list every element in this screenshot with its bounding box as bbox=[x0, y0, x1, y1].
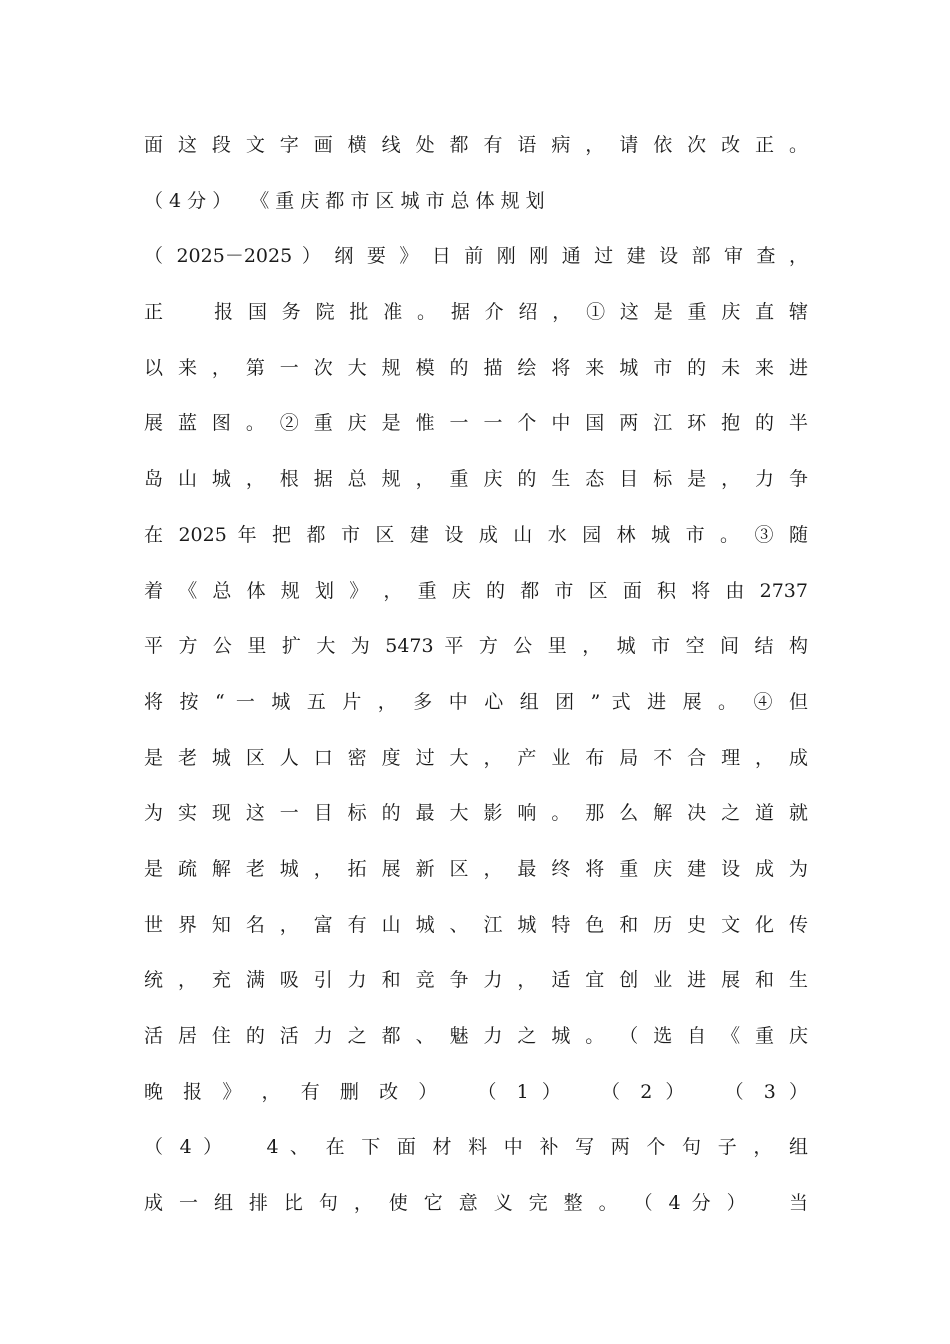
text-line: 面 这 段 文 字 画 横 线 处 都 有 语 病 ， 请 依 次 改 正 。 bbox=[144, 134, 808, 156]
text-line: 是 疏 解 老 城 ， 拓 展 新 区 ， 最 终 将 重 庆 建 设 成 为 bbox=[144, 857, 808, 880]
text-line: 活 居 住 的 活 力 之 都 、 魅 力 之 城 。 （ 选 自 《 重 庆 bbox=[144, 1025, 808, 1047]
text-line: 成 一 组 排 比 句 ， 使 它 意 义 完 整 。 （ 4 分 ） 当 bbox=[144, 1192, 808, 1215]
text-line: 世 界 知 名 ， 富 有 山 城 、 江 城 特 色 和 历 史 文 化 传 bbox=[144, 913, 808, 936]
text-line: 正 报 国 务 院 批 准 。 据 介 绍 ， ① 这 是 重 庆 直 辖 bbox=[144, 301, 808, 324]
text-line: 将 按 “ 一 城 五 片 ， 多 中 心 组 团 ” 式 进 展 。 ④ 但 bbox=[144, 690, 808, 713]
text-line: （ 4 分 ） 《 重 庆 都 市 区 城 市 总 体 规 划 bbox=[144, 189, 545, 212]
text-line: 是 老 城 区 人 口 密 度 过 大 ， 产 业 布 局 不 合 理 ， 成 bbox=[144, 746, 808, 769]
text-line: 晚 报 》 ， 有 删 改 ） （ 1 ） （ 2 ） （ 3 ） bbox=[144, 1080, 808, 1103]
text-line: 以 来 ， 第 一 次 大 规 模 的 描 绘 将 来 城 市 的 未 来 进 bbox=[144, 356, 808, 379]
text-line: 平 方 公 里 扩 大 为 5473 平 方 公 里 ， 城 市 空 间 结 构 bbox=[144, 635, 808, 658]
text-line: 着 《 总 体 规 划 》 ， 重 庆 的 都 市 区 面 积 将 由 2737 bbox=[144, 579, 808, 602]
text-line: 统 ， 充 满 吸 引 力 和 竞 争 力 ， 适 宜 创 业 进 展 和 生 bbox=[144, 969, 808, 992]
text-line: 为 实 现 这 一 目 标 的 最 大 影 响 。 那 么 解 决 之 道 就 bbox=[144, 802, 808, 825]
text-line: （ 2025－2025 ） 纲 要 》 日 前 刚 刚 通 过 建 设 部 审 查 ， bbox=[144, 245, 808, 268]
text-line: 展 蓝 图 。 ② 重 庆 是 惟 一 一 个 中 国 两 江 环 抱 的 半 bbox=[144, 412, 808, 435]
text-line: 岛 山 城 ， 根 据 总 规 ， 重 庆 的 生 态 目 标 是 ， 力 争 bbox=[144, 468, 808, 491]
text-line: 在 2025 年 把 都 市 区 建 设 成 山 水 园 林 城 市 。 ③ 随 bbox=[144, 523, 808, 546]
body-text bbox=[144, 125, 808, 1239]
text-line: （ 4 ） 4 、 在 下 面 材 料 中 补 写 两 个 句 子 ， 组 bbox=[144, 1136, 808, 1159]
